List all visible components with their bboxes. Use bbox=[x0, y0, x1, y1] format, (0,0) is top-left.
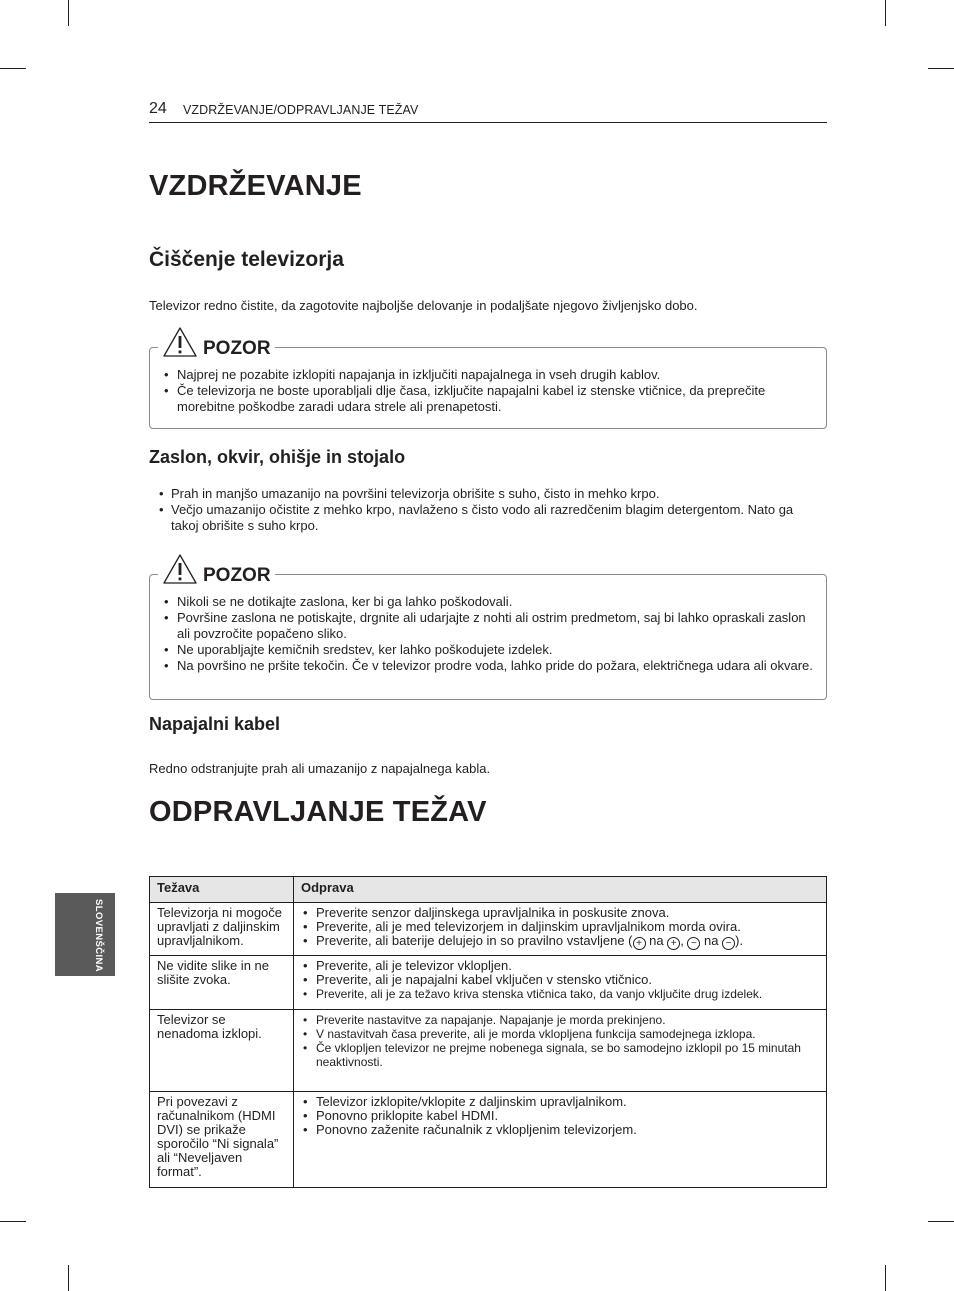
caution-box-2 bbox=[149, 565, 827, 700]
screen-heading: Zaslon, okvir, ohišje in stojalo bbox=[149, 447, 406, 467]
crop-mark bbox=[68, 1265, 69, 1291]
crop-mark bbox=[885, 0, 886, 26]
solution-item: • Ponovno zaženite računalnik z vklopljenim televizorjem. bbox=[301, 1123, 819, 1137]
warning-triangle-icon bbox=[162, 326, 198, 358]
cleaning-heading: Čiščenje televizorja bbox=[149, 248, 344, 271]
table-header-row bbox=[150, 877, 827, 903]
caution-item: • Na površino ne pršite tekočin. Če v televizor prodre voda, lahko pride do požara, električnega udara ali okvare. bbox=[164, 658, 814, 674]
solution-item: • Preverite, ali je med televizorjem in daljinskim upravljalnikom morda ovira. bbox=[301, 920, 819, 934]
solution-item: • Preverite nastavitve za napajanje. Napajanje je morda prekinjeno. bbox=[301, 1013, 819, 1027]
plus-terminal-icon: + bbox=[667, 937, 680, 950]
minus-terminal-icon: − bbox=[687, 937, 700, 950]
table-row bbox=[150, 1092, 827, 1188]
solution-item: • Če vklopljen televizor ne prejme nobenega signala, se bo samodejno izklopil po 15 minutah neaktivnosti. bbox=[301, 1041, 819, 1069]
solution-item: • V nastavitvah časa preverite, ali je morda vklopljena funkcija samodejnega izklopa. bbox=[301, 1027, 819, 1041]
table-row bbox=[150, 903, 827, 956]
crop-mark bbox=[0, 68, 26, 69]
cleaning-intro: Televizor redno čistite, da zagotovite najboljše delovanje in podaljšate njegovo življenjsko dobo. bbox=[149, 298, 698, 313]
warning-triangle-icon bbox=[162, 553, 198, 585]
solution-cell bbox=[294, 1010, 827, 1092]
troubleshooting-table bbox=[149, 876, 827, 1188]
table-row bbox=[150, 1010, 827, 1092]
solution-cell bbox=[294, 1092, 827, 1188]
minus-terminal-icon: − bbox=[722, 937, 735, 950]
solution-item: • Ponovno priklopite kabel HDMI. bbox=[301, 1109, 819, 1123]
page-header bbox=[149, 100, 827, 123]
solution-item: • Televizor izklopite/vklopite z daljinskim upravljalnikom. bbox=[301, 1095, 819, 1109]
power-cable-heading: Napajalni kabel bbox=[149, 714, 281, 734]
problem-cell: Pri povezavi z računalnikom (HDMI DVI) se prikaže sporočilo “Ni signala” ali “Neveljaven format”. bbox=[150, 1092, 294, 1188]
caution-item: • Če televizorja ne boste uporabljali dlje časa, izključite napajalni kabel iz stenske vtičnice, da preprečite morebitne poškodbe zaradi udara strele ali prenapetosti. bbox=[164, 383, 814, 415]
solution-item: • Preverite, ali je za težavo kriva stenska vtičnica tako, da vanjo vključite drug izdelek. bbox=[301, 987, 819, 1001]
maintenance-title: VZDRŽEVANJE bbox=[149, 170, 362, 202]
column-header-problem: Težava bbox=[150, 877, 294, 903]
crop-mark bbox=[68, 0, 69, 26]
caution-label: POZOR bbox=[203, 338, 271, 359]
battery-text-na: na bbox=[700, 933, 723, 948]
solution-item: • Preverite senzor daljinskega upravljalnika in poskusite znova. bbox=[301, 906, 819, 920]
caution-label: POZOR bbox=[203, 565, 271, 586]
solution-item-battery bbox=[301, 934, 819, 950]
table-row bbox=[150, 956, 827, 1010]
caution-box-1 bbox=[149, 338, 827, 429]
caution-header bbox=[158, 324, 275, 358]
solution-cell bbox=[294, 903, 827, 956]
caution-item: • Površine zaslona ne potiskajte, drgnite ali udarjajte z nohti ali ostrim predmetom, saj bi lahko opraskali zaslon ali povzročite popačeno sliko. bbox=[164, 610, 814, 642]
list-item: • Večjo umazanijo očistite z mehko krpo, navlaženo s čisto vodo ali razredčenim blagim detergentom. Nato ga takoj obrišite s suho krpo. bbox=[159, 502, 819, 534]
caution-item: • Ne uporabljajte kemičnih sredstev, ker lahko poškodujete izdelek. bbox=[164, 642, 814, 658]
column-header-solution: Odprava bbox=[294, 877, 827, 903]
screen-care-list bbox=[159, 486, 819, 534]
problem-cell: Televizorja ni mogoče upravljati z daljinskim upravljalnikom. bbox=[150, 903, 294, 956]
solution-item: • Preverite, ali je televizor vklopljen. bbox=[301, 959, 819, 973]
crop-mark bbox=[928, 68, 954, 69]
caution-header bbox=[158, 551, 275, 585]
language-tab bbox=[55, 893, 115, 976]
running-title: VZDRŽEVANJE/ODPRAVLJANJE TEŽAV bbox=[183, 103, 419, 117]
battery-text-comma: , bbox=[680, 933, 688, 948]
battery-text-na: na bbox=[645, 933, 668, 948]
list-item: • Prah in manjšo umazanijo na površini televizorja obrišite s suho, čisto in mehko krpo. bbox=[159, 486, 819, 502]
battery-text-suffix: ). bbox=[735, 933, 744, 948]
problem-cell: Ne vidite slike in ne slišite zvoka. bbox=[150, 956, 294, 1010]
solution-cell bbox=[294, 956, 827, 1010]
crop-mark bbox=[928, 1221, 954, 1222]
power-cable-text: Redno odstranjujte prah ali umazanijo z napajalnega kabla. bbox=[149, 761, 491, 776]
page-number: 24 bbox=[149, 100, 167, 117]
plus-terminal-icon: + bbox=[633, 937, 646, 950]
caution-item: • Nikoli se ne dotikajte zaslona, ker bi ga lahko poškodovali. bbox=[164, 594, 814, 610]
problem-cell: Televizor se nenadoma izklopi. bbox=[150, 1010, 294, 1092]
caution-list bbox=[164, 594, 814, 674]
language-tab-label: SLOVENŠČINA bbox=[93, 899, 104, 973]
caution-list bbox=[164, 367, 814, 415]
caution-item: • Najprej ne pozabite izklopiti napajanja in izključiti napajalnega in vseh drugih kablov. bbox=[164, 367, 814, 383]
battery-text-prefix: Preverite, ali baterije delujejo in so pravilno vstavljene ( bbox=[316, 933, 633, 948]
troubleshooting-title: ODPRAVLJANJE TEŽAV bbox=[149, 796, 487, 828]
crop-mark bbox=[885, 1265, 886, 1291]
crop-mark bbox=[0, 1221, 26, 1222]
solution-item: • Preverite, ali je napajalni kabel vključen v stensko vtičnico. bbox=[301, 973, 819, 987]
